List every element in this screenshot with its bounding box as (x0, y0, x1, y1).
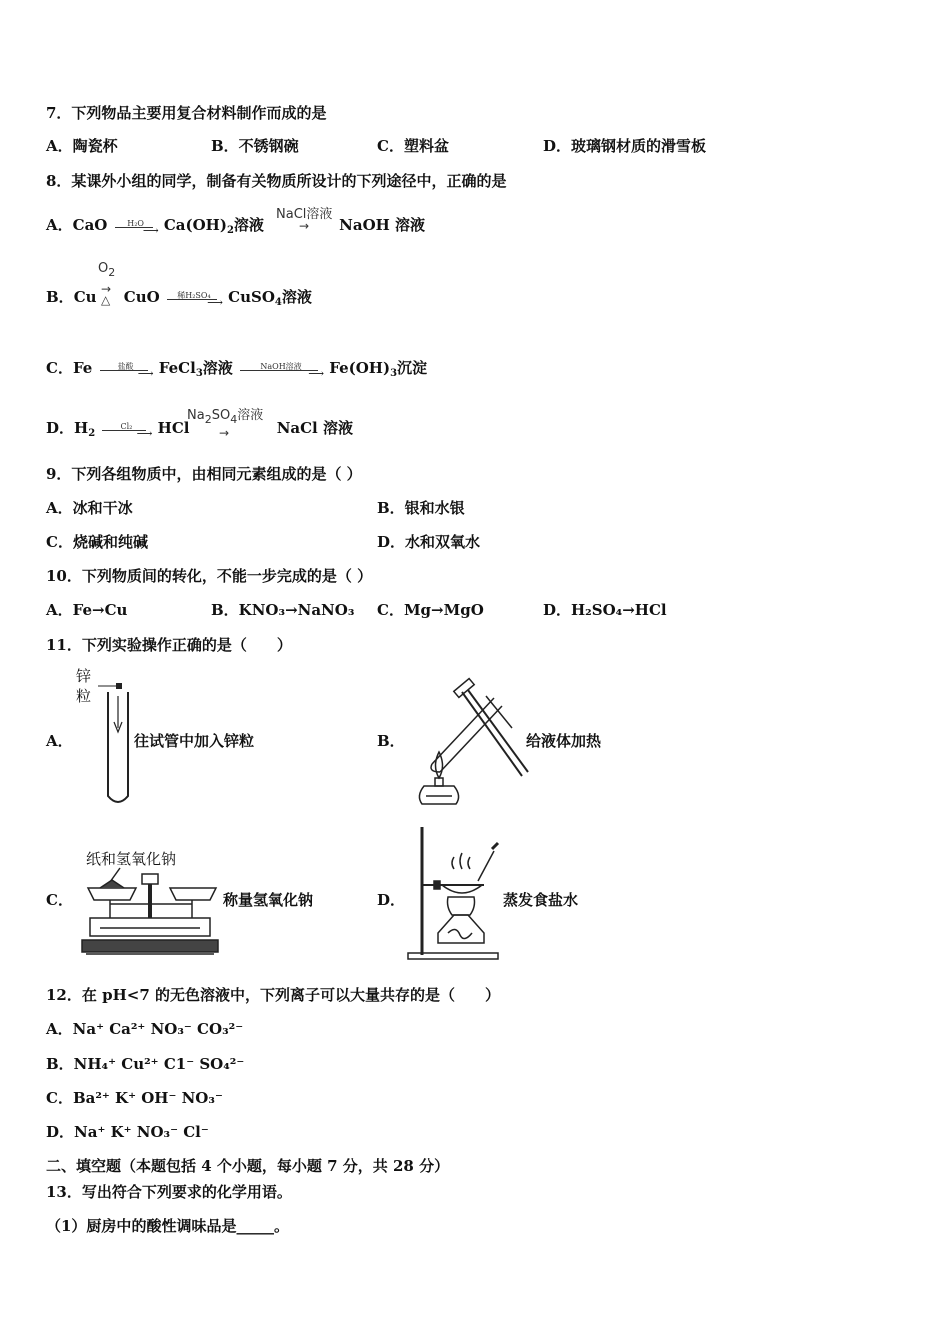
q13-stem: 13．写出符合下列要求的化学用语。 (46, 1183, 292, 1201)
q9-stem: 9．下列各组物质中，由相同元素组成的是（ ） (46, 465, 362, 483)
reactant: CaO (72, 216, 108, 234)
q11-stem: 11．下列实验操作正确的是（ ） (46, 636, 292, 654)
q10-option-d: D．H₂SO₄→HCl (543, 601, 667, 619)
product: Ca(OH) (163, 216, 227, 234)
option-label: C． (46, 359, 73, 377)
q9-option-d: D．水和双氧水 (377, 533, 481, 551)
q11-option-b-text: 给液体加热 (526, 732, 602, 750)
balance-drawing (80, 848, 220, 962)
reactant: Fe (72, 359, 93, 377)
subscript: 2 (204, 413, 212, 426)
q9-option-b: B．银和水银 (377, 499, 465, 517)
q12-option-b: B．NH₄⁺ Cu²⁺ C1⁻ SO₄²⁻ (46, 1055, 245, 1073)
q11-option-a-text: 往试管中加入锌粒 (134, 732, 255, 750)
arrow-glyph: → (219, 426, 230, 440)
q11-option-c-text: 称量氢氧化钠 (223, 891, 314, 909)
q10-option-c: C．Mg→MgO (377, 601, 484, 619)
q8-option-b (46, 287, 312, 313)
heat-arrow-glyph: → △ (101, 282, 112, 307)
q7-option-b: B．不锈钢碗 (211, 137, 299, 155)
product: NaCl 溶液 (276, 419, 353, 437)
q8-option-d (46, 418, 353, 444)
test-tube-drawing (70, 666, 132, 808)
reaction-arrow: 盐酸 ⟶ (98, 359, 154, 379)
subscript: 4 (230, 413, 238, 426)
subscript: 2 (88, 428, 96, 439)
q13-part-1: （1）厨房中的酸性调味品是_____。 (46, 1217, 289, 1235)
subscript: 2 (108, 266, 116, 279)
q12-option-d: D．Na⁺ K⁺ NO₃⁻ Cl⁻ (46, 1123, 209, 1141)
arrow-condition: Cl₂ (120, 422, 133, 431)
balance-figure (80, 848, 220, 962)
q9-option-c: C．烧碱和纯碱 (46, 533, 148, 551)
q8-stem: 8．某课外小组的同学，制备有关物质所设计的下列途径中，正确的是 (46, 172, 507, 190)
reaction-arrow: 稀H₂SO₄ ⟶ (165, 288, 223, 308)
product-suffix: 溶液 (281, 288, 312, 306)
q12-option-c: C．Ba²⁺ K⁺ OH⁻ NO₃⁻ (46, 1089, 223, 1107)
product: CuO (123, 288, 160, 306)
product: HCl (157, 419, 190, 437)
q10-option-b: B．KNO₃→NaNO₃ (211, 601, 355, 619)
q9-option-a: A．冰和干冰 (46, 499, 133, 517)
q10-stem: 10．下列物质间的转化，不能一步完成的是（ ） (46, 567, 373, 585)
arrow-condition: NaOH溶液 (260, 362, 302, 371)
figure-label-paper-naoh: 纸和氢氧化钠 (86, 850, 177, 868)
reactant: H (74, 419, 89, 437)
q11-option-d-label: D． (377, 891, 406, 909)
q7-option-d: D．玻璃钢材质的滑雪板 (543, 137, 707, 155)
figure-label-line: 粒 (76, 687, 92, 705)
reaction-arrow: NaOH溶液 ⟶ (238, 359, 324, 379)
arrow-condition: H₂O (127, 219, 144, 228)
q11-option-d-text: 蒸发食盐水 (503, 891, 579, 909)
q11-option-b-label: B． (377, 732, 405, 750)
product-suffix: 沉淀 (397, 359, 428, 377)
q8-option-c (46, 358, 427, 384)
option-label: B． (46, 288, 74, 306)
figure-label-line: 锌 (76, 667, 92, 685)
reactant: Cu (73, 288, 97, 306)
q11-option-a-label: A． (46, 732, 73, 750)
q11-option-c-label: C． (46, 891, 73, 909)
q10-option-a: A．Fe→Cu (46, 601, 128, 619)
option-label: A． (46, 216, 73, 234)
product: CuSO (228, 288, 275, 306)
product: FeCl (158, 359, 196, 377)
product: NaOH 溶液 (339, 216, 426, 234)
reaction-arrow: Cl₂ ⟶ (100, 419, 152, 439)
arrow-condition: 稀H₂SO₄ (177, 291, 211, 300)
test-tube-figure (70, 666, 132, 808)
arrow-condition: 盐酸 (117, 362, 134, 371)
product: Fe(OH) (329, 359, 391, 377)
over-text: 溶液 (237, 408, 264, 423)
section-2-title: 二、填空题（本题包括 4 个小题，每小题 7 分，共 28 分） (46, 1157, 450, 1175)
product-suffix: 溶液 (202, 359, 233, 377)
product-suffix: 溶液 (233, 216, 264, 234)
over-text: O (98, 261, 109, 276)
subscript: 3 (195, 368, 203, 379)
q12-option-a: A．Na⁺ Ca²⁺ NO₃⁻ CO₃²⁻ (46, 1020, 244, 1038)
subscript: 2 (226, 225, 234, 236)
evaporation-figure (398, 825, 503, 963)
arrow-glyph: → (299, 219, 310, 233)
option-label: D． (46, 419, 75, 437)
subscript: 3 (390, 368, 398, 379)
q7-option-c: C．塑料盆 (377, 137, 449, 155)
arrow-condition-over (98, 261, 115, 279)
reaction-arrow: H₂O ⟶ (113, 216, 159, 236)
q7-option-a: A．陶瓷杯 (46, 137, 118, 155)
arrow-condition-over: NaCl溶液 (276, 207, 333, 222)
heating-liquid-figure (404, 668, 529, 810)
q7-stem: 7．下列物品主要用复合材料制作而成的是 (46, 104, 327, 122)
q8-option-a (46, 215, 425, 241)
over-text: Na (187, 408, 205, 423)
q12-stem: 12．在 pH<7 的无色溶液中，下列离子可以大量共存的是（ ） (46, 986, 500, 1004)
subscript: 4 (274, 297, 282, 308)
over-text: SO (211, 408, 231, 423)
